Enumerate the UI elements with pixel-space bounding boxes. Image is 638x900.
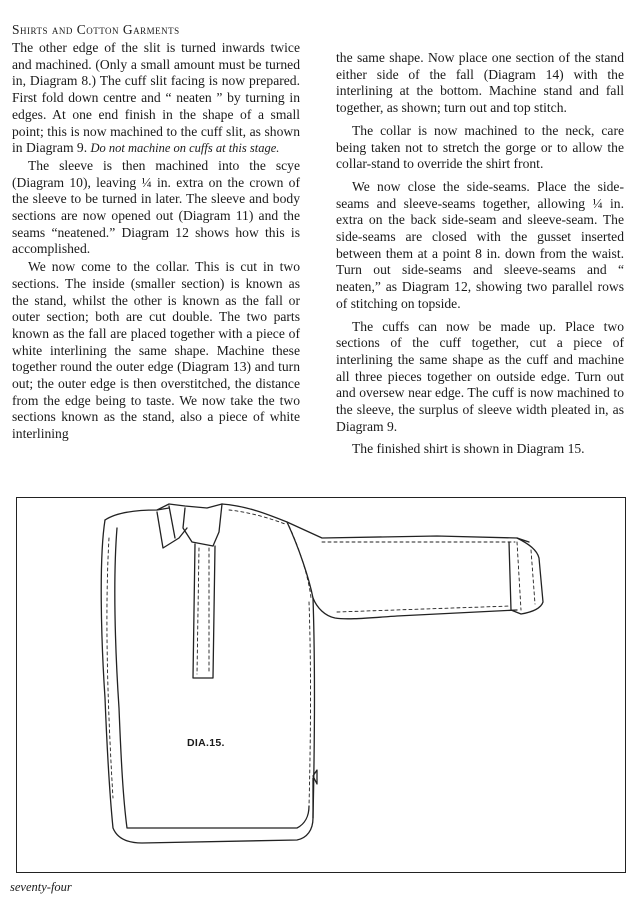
page-folio: seventy-four bbox=[10, 880, 72, 894]
paragraph: the same shape. Now place one section of the stand either side of the fall (Diagram 14) with the interlining at the bottom. Machine stand and fall together, as shown; turn out and top stitch. bbox=[336, 50, 624, 116]
shirt-diagram-figure bbox=[16, 497, 626, 873]
left-column bbox=[12, 40, 300, 443]
paragraph: The cuffs can now be made up. Place two sections of the cuff together, cut a piece of interlining the same shape as the cuff and machine all three pieces together on outside edge. Turn out and oversew near edge. The cuff is now machined to the sleeve, the surplus of sleeve width pleated in, as Diagram 9. bbox=[336, 318, 624, 434]
right-column bbox=[336, 50, 624, 458]
paragraph bbox=[12, 40, 300, 157]
shirt-illustration bbox=[17, 498, 627, 874]
paragraph: The sleeve is then machined into the scye (Diagram 10), leaving ¼ in. extra on the crown of the sleeve to be turned in later. The sleeve and body sections are now opened out (Diagram 11) and the seams “neatened.” Diagram 12 shows how this is accomplished. bbox=[12, 157, 300, 257]
paragraph-text: The other edge of the slit is turned inwards twice and machined. (Only a small amount must be turned in, Diagram 8.) The cuff slit facing is now prepared. First fold down centre and “ neaten ” by turning in edges. At one end finish in the shape of a small point; this is now machined to the cuff slit, as shown in Diagram 9. bbox=[12, 40, 300, 156]
paragraph: The finished shirt is shown in Diagram 15. bbox=[352, 441, 585, 457]
figure-label: DIA.15. bbox=[187, 737, 225, 749]
paragraph: The collar is now machined to the neck, care being taken not to stretch the gorge or to allow the collar-stand to override the shirt front. bbox=[336, 122, 624, 172]
running-head: Shirts and Cotton Garments bbox=[12, 22, 180, 37]
note-text: Do not machine on cuffs at this stage. bbox=[90, 141, 280, 156]
paragraph: We now close the side-seams. Place the side-seams and sleeve-seams together, allowing ¼ in. extra on the back side-seam and sleeve-seam. The side-seams are closed with the gusset inserted between them at a point 8 in. down from the waist. Turn out side-seams and sleeve-seams and “ neaten,” as Diagram 12, showing two parallel rows of stitching on topside. bbox=[336, 178, 624, 311]
paragraph: We now come to the collar. This is cut in two sections. The inside (smaller section) is known as the stand, whilst the other is known as the fall or outer section; both are cut double. The two parts known as the fall are placed together with a piece of white interlining the same shape. Machine these together round the outer edge (Diagram 13) and turn out; the outer edge is then overstitched, the distance from the edge being to taste. We now take the two sections known as the stand, also a piece of white interlining bbox=[12, 259, 300, 442]
